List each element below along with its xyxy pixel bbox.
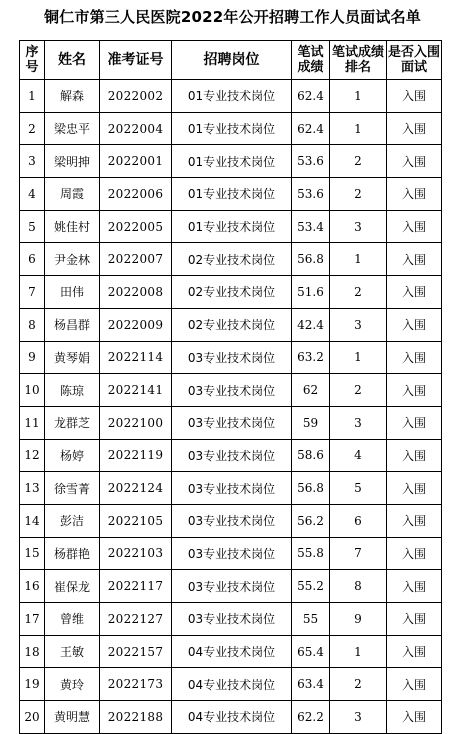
cell-score: 42.4 [292,308,330,341]
header-score: 笔试成绩 [292,41,330,80]
cell-score: 53.6 [292,178,330,211]
cell-score: 62.4 [292,80,330,113]
cell-position: 03专业技术岗位 [172,341,292,374]
table-row [20,472,442,505]
cell-result: 入围 [387,80,442,113]
cell-rank: 1 [330,341,387,374]
table-row [20,603,442,636]
cell-name: 杨婷 [45,439,100,472]
cell-position: 03专业技术岗位 [172,406,292,439]
cell-seq: 5 [20,210,45,243]
cell-name: 黄琴娟 [45,341,100,374]
cell-result: 入围 [387,406,442,439]
cell-position: 03专业技术岗位 [172,472,292,505]
cell-rank: 3 [330,701,387,734]
cell-rank: 2 [330,178,387,211]
cell-name: 田伟 [45,276,100,309]
cell-result: 入围 [387,537,442,570]
cell-name: 尹金林 [45,243,100,276]
cell-score: 55 [292,603,330,636]
cell-seq: 6 [20,243,45,276]
cell-result: 入围 [387,439,442,472]
cell-name: 杨群艳 [45,537,100,570]
cell-seq: 3 [20,145,45,178]
header-ticket: 准考证号 [100,41,172,80]
cell-rank: 2 [330,374,387,407]
cell-name: 徐雪菁 [45,472,100,505]
cell-result: 入围 [387,112,442,145]
cell-seq: 18 [20,635,45,668]
cell-position: 03专业技术岗位 [172,504,292,537]
cell-result: 入围 [387,374,442,407]
cell-result: 入围 [387,308,442,341]
cell-ticket: 2022117 [100,570,172,603]
cell-result: 入围 [387,668,442,701]
cell-seq: 15 [20,537,45,570]
cell-ticket: 2022157 [100,635,172,668]
cell-ticket: 2022009 [100,308,172,341]
cell-ticket: 2022005 [100,210,172,243]
cell-seq: 7 [20,276,45,309]
cell-position: 03专业技术岗位 [172,603,292,636]
cell-score: 56.8 [292,243,330,276]
cell-rank: 1 [330,112,387,145]
cell-rank: 2 [330,668,387,701]
cell-result: 入围 [387,472,442,505]
cell-ticket: 2022105 [100,504,172,537]
cell-score: 53.6 [292,145,330,178]
cell-position: 04专业技术岗位 [172,701,292,734]
cell-seq: 1 [20,80,45,113]
cell-name: 王敏 [45,635,100,668]
cell-seq: 17 [20,603,45,636]
cell-result: 入围 [387,145,442,178]
cell-name: 解森 [45,80,100,113]
cell-seq: 4 [20,178,45,211]
cell-seq: 8 [20,308,45,341]
cell-position: 01专业技术岗位 [172,178,292,211]
cell-rank: 9 [330,603,387,636]
table-row [20,80,442,113]
header-result: 是否入围面试 [387,41,442,80]
header-position: 招聘岗位 [172,41,292,80]
cell-score: 56.8 [292,472,330,505]
cell-seq: 13 [20,472,45,505]
cell-position: 03专业技术岗位 [172,374,292,407]
cell-rank: 6 [330,504,387,537]
cell-rank: 7 [330,537,387,570]
interview-list-table [19,40,442,734]
cell-rank: 4 [330,439,387,472]
cell-position: 03专业技术岗位 [172,439,292,472]
cell-position: 01专业技术岗位 [172,145,292,178]
cell-result: 入围 [387,210,442,243]
table-row [20,570,442,603]
table-row [20,439,442,472]
cell-position: 01专业技术岗位 [172,112,292,145]
cell-score: 58.6 [292,439,330,472]
cell-score: 51.6 [292,276,330,309]
cell-ticket: 2022004 [100,112,172,145]
cell-seq: 11 [20,406,45,439]
cell-name: 彭洁 [45,504,100,537]
cell-score: 63.2 [292,341,330,374]
cell-seq: 9 [20,341,45,374]
cell-ticket: 2022002 [100,80,172,113]
cell-result: 入围 [387,276,442,309]
table-row [20,243,442,276]
cell-ticket: 2022173 [100,668,172,701]
cell-score: 55.8 [292,537,330,570]
cell-name: 曾维 [45,603,100,636]
cell-rank: 3 [330,406,387,439]
cell-ticket: 2022124 [100,472,172,505]
cell-name: 黄明慧 [45,701,100,734]
cell-position: 02专业技术岗位 [172,276,292,309]
cell-result: 入围 [387,178,442,211]
cell-score: 62.2 [292,701,330,734]
table-row [20,406,442,439]
cell-ticket: 2022127 [100,603,172,636]
cell-ticket: 2022114 [100,341,172,374]
table-row [20,504,442,537]
cell-position: 02专业技术岗位 [172,308,292,341]
table-row [20,308,442,341]
cell-position: 03专业技术岗位 [172,537,292,570]
cell-seq: 12 [20,439,45,472]
cell-score: 53.4 [292,210,330,243]
cell-position: 02专业技术岗位 [172,243,292,276]
table-body [20,80,442,734]
cell-seq: 14 [20,504,45,537]
cell-rank: 3 [330,210,387,243]
cell-ticket: 2022008 [100,276,172,309]
cell-name: 崔保龙 [45,570,100,603]
cell-name: 周霞 [45,178,100,211]
cell-ticket: 2022001 [100,145,172,178]
table-row [20,635,442,668]
cell-score: 63.4 [292,668,330,701]
cell-result: 入围 [387,243,442,276]
cell-rank: 2 [330,145,387,178]
table-row [20,210,442,243]
table-row [20,276,442,309]
header-seq: 序号 [20,41,45,80]
cell-rank: 3 [330,308,387,341]
cell-name: 陈琼 [45,374,100,407]
cell-seq: 16 [20,570,45,603]
cell-name: 姚佳村 [45,210,100,243]
cell-seq: 20 [20,701,45,734]
cell-position: 01专业技术岗位 [172,80,292,113]
cell-ticket: 2022006 [100,178,172,211]
cell-seq: 2 [20,112,45,145]
cell-score: 56.2 [292,504,330,537]
header-name: 姓名 [45,41,100,80]
cell-result: 入围 [387,504,442,537]
cell-name: 龙群芝 [45,406,100,439]
cell-result: 入围 [387,701,442,734]
cell-seq: 10 [20,374,45,407]
table-row [20,537,442,570]
cell-name: 梁明抻 [45,145,100,178]
table-row [20,374,442,407]
table-row [20,145,442,178]
header-rank: 笔试成绩排名 [330,41,387,80]
cell-rank: 5 [330,472,387,505]
cell-name: 杨昌群 [45,308,100,341]
table-row [20,668,442,701]
cell-rank: 8 [330,570,387,603]
cell-position: 01专业技术岗位 [172,210,292,243]
cell-ticket: 2022007 [100,243,172,276]
cell-result: 入围 [387,603,442,636]
cell-ticket: 2022100 [100,406,172,439]
cell-result: 入围 [387,570,442,603]
cell-name: 梁忠平 [45,112,100,145]
cell-seq: 19 [20,668,45,701]
cell-score: 55.2 [292,570,330,603]
table-row [20,112,442,145]
cell-rank: 1 [330,80,387,113]
cell-result: 入围 [387,341,442,374]
cell-score: 65.4 [292,635,330,668]
cell-ticket: 2022141 [100,374,172,407]
cell-score: 59 [292,406,330,439]
table-header-row [20,41,442,80]
cell-rank: 2 [330,276,387,309]
cell-position: 04专业技术岗位 [172,635,292,668]
document-title: 铜仁市第三人民医院2022年公开招聘工作人员面试名单 [44,8,421,26]
cell-position: 03专业技术岗位 [172,570,292,603]
table-row [20,701,442,734]
table-row [20,341,442,374]
cell-rank: 1 [330,243,387,276]
cell-score: 62.4 [292,112,330,145]
table-row [20,178,442,211]
cell-ticket: 2022119 [100,439,172,472]
cell-position: 04专业技术岗位 [172,668,292,701]
cell-result: 入围 [387,635,442,668]
cell-ticket: 2022188 [100,701,172,734]
cell-score: 62 [292,374,330,407]
cell-ticket: 2022103 [100,537,172,570]
cell-rank: 1 [330,635,387,668]
cell-name: 黄玲 [45,668,100,701]
